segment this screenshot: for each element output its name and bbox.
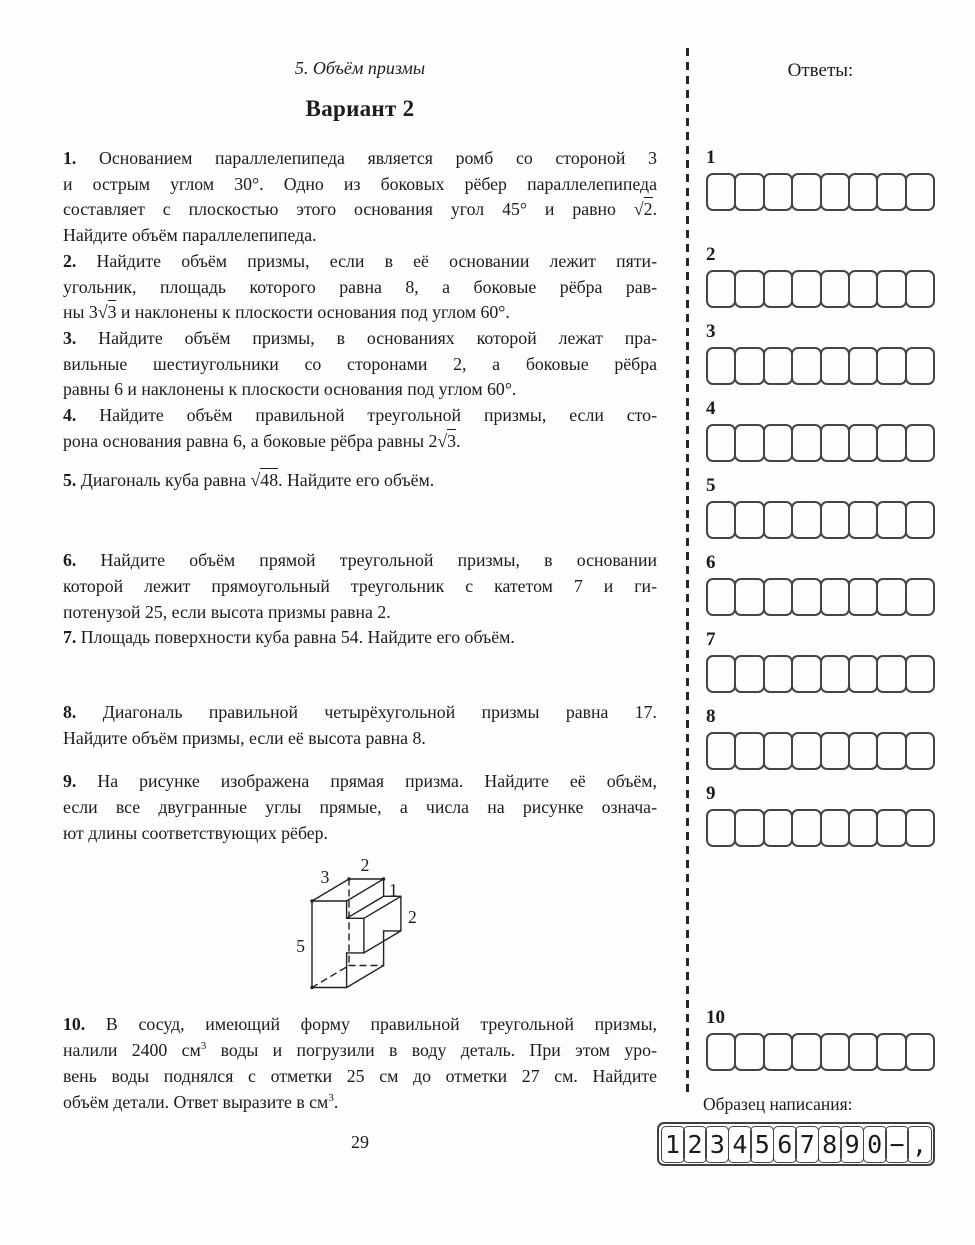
problem-10-container [63, 1012, 657, 1115]
answer-cell[interactable] [734, 424, 764, 462]
answer-strip [706, 347, 935, 385]
answer-strip [706, 270, 935, 308]
answer-cell[interactable] [791, 424, 821, 462]
edge-label-right: 2 [408, 907, 417, 928]
answer-cell[interactable] [848, 173, 878, 211]
answer-cell[interactable] [876, 347, 906, 385]
sample-digit-cell: 9 [840, 1126, 864, 1163]
answer-cell[interactable] [876, 809, 906, 847]
answer-cell[interactable] [791, 347, 821, 385]
radical: √3 [97, 302, 117, 323]
answer-cell[interactable] [763, 732, 793, 770]
answer-number: 10 [706, 1007, 725, 1028]
answer-cell[interactable] [706, 501, 736, 539]
answer-cell[interactable] [848, 501, 878, 539]
problem-number: 9. [63, 771, 77, 792]
answer-cell[interactable] [734, 501, 764, 539]
digit-sample-strip [657, 1122, 935, 1166]
answer-cell[interactable] [706, 1033, 736, 1071]
answer-row-6 [706, 552, 937, 616]
answer-cell[interactable] [706, 655, 736, 693]
answer-cell[interactable] [848, 1033, 878, 1071]
answer-cell[interactable] [706, 424, 736, 462]
problem-8 [63, 700, 657, 751]
problem-2-line-1: 2. Найдите объём призмы, если в её основании лежит пяти- [63, 250, 657, 271]
problem-2-line-2: угольник, площадь которого равна 8, а боковые рёбра рав- [63, 276, 657, 297]
answer-number: 1 [706, 147, 716, 168]
answer-cell[interactable] [791, 809, 821, 847]
problem-10-line-4: объём детали. Ответ выразите в $см^3$. [63, 1091, 339, 1112]
answer-cell[interactable] [791, 732, 821, 770]
answer-cell[interactable] [763, 501, 793, 539]
answer-number: 5 [706, 475, 716, 496]
answer-cell[interactable] [905, 173, 935, 211]
answer-cell[interactable] [706, 809, 736, 847]
edge-label-top: 2 [360, 855, 370, 876]
answer-cell[interactable] [820, 578, 850, 616]
answer-row-2 [706, 244, 937, 308]
answer-cell[interactable] [905, 1033, 935, 1071]
problem-5-line-1: 5. Диагональ куба равна √48. Найдите его объём. [63, 470, 435, 491]
answer-strip [706, 732, 935, 770]
answer-cell[interactable] [820, 501, 850, 539]
answer-cell[interactable] [734, 578, 764, 616]
problem-number: 1. [63, 148, 77, 168]
answer-number: 2 [706, 244, 716, 265]
answer-strip [706, 809, 935, 847]
answer-cell[interactable] [820, 1033, 850, 1071]
answer-cell[interactable] [876, 501, 906, 539]
problem-7 [63, 625, 657, 651]
sample-caption: Образец написания: [703, 1094, 853, 1114]
answer-row-3 [706, 321, 937, 385]
answer-cell[interactable] [706, 732, 736, 770]
problem-6-line-3: потенузой 25, если высота призмы равна 2. [63, 601, 391, 622]
answer-cell[interactable] [848, 347, 878, 385]
sample-digit-cell: 6 [773, 1126, 797, 1163]
answer-cell[interactable] [734, 270, 764, 308]
answer-cell[interactable] [876, 578, 906, 616]
answer-cell[interactable] [734, 347, 764, 385]
answer-cell[interactable] [905, 347, 935, 385]
section-title: 5. Объём призмы [294, 58, 426, 78]
answer-cell[interactable] [734, 173, 764, 211]
prism-drawing [276, 854, 483, 1012]
answer-cell[interactable] [706, 173, 736, 211]
problem-10 [63, 1012, 657, 1115]
radical: √3 [437, 430, 457, 451]
problem-8-line-2: Найдите объём призмы, если её высота равна 8. [63, 727, 426, 748]
problem-number: 6. [63, 550, 77, 571]
answer-cell[interactable] [763, 1033, 793, 1071]
problem-5 [63, 468, 657, 494]
sample-digit-cell: 2 [683, 1126, 707, 1163]
problem-1-line-1: 1. Основанием параллелепипеда является ромб со стороной 3 [63, 148, 657, 168]
answer-number: 8 [706, 706, 716, 727]
answer-cell[interactable] [763, 655, 793, 693]
sample-digit-cell: − [885, 1126, 909, 1163]
problem-7-line-1: 7. Площадь поверхности куба равна 54. Найдите его объём. [63, 627, 515, 648]
answer-cell[interactable] [905, 270, 935, 308]
sample-digit-cell: 1 [661, 1126, 685, 1163]
problem-9-line-1: 9. На рисунке изображена прямая призма. Найдите её объём, [63, 771, 657, 792]
answer-cell[interactable] [791, 270, 821, 308]
answer-cell[interactable] [876, 732, 906, 770]
answer-cell[interactable] [848, 809, 878, 847]
problems-column [63, 146, 657, 1115]
edge-label-height: 5 [296, 936, 305, 957]
problem-6-line-1: 6. Найдите объём прямой треугольной призмы, в основании [63, 550, 657, 571]
problem-3-line-3: равны 6 и наклонены к плоскости основания под углом 60°. [63, 379, 517, 400]
problem-4 [63, 403, 657, 454]
problem-6 [63, 548, 657, 625]
problem-number: 10. [63, 1014, 86, 1035]
variant-title: Вариант 2 [305, 96, 415, 121]
answer-cell[interactable] [905, 424, 935, 462]
problem-10-line-3: вень воды поднялся с отметки 25 см до отметки 27 см. Найдите [63, 1065, 657, 1086]
answer-cell[interactable] [848, 655, 878, 693]
answer-cell[interactable] [820, 655, 850, 693]
dashed-divider [686, 48, 689, 1098]
radical: √2 [633, 199, 653, 220]
answer-cell[interactable] [905, 655, 935, 693]
problem-number: 7. [63, 627, 77, 648]
answers-list [706, 147, 937, 1084]
answer-strip [706, 501, 935, 539]
answer-cell[interactable] [905, 732, 935, 770]
answer-cell[interactable] [763, 809, 793, 847]
problem-9-line-2: если все двугранные углы прямые, а числа на рисунке означа- [63, 797, 657, 818]
problem-2 [63, 249, 657, 326]
answer-cell[interactable] [763, 270, 793, 308]
answer-cell[interactable] [791, 1033, 821, 1071]
problem-3-line-2: вильные шестиугольники со сторонами 2, а боковые рёбра [63, 353, 657, 374]
answer-cell[interactable] [876, 270, 906, 308]
answer-number: 7 [706, 629, 716, 650]
answer-number: 9 [706, 783, 716, 804]
problem-6-line-2: которой лежит прямоугольный треугольник с катетом 7 и ги- [63, 575, 657, 596]
answer-row-10 [706, 1007, 937, 1071]
problem-number: 8. [63, 701, 77, 722]
problem-1-line-4: Найдите объём параллелепипеда. [63, 225, 317, 246]
answer-cell[interactable] [791, 501, 821, 539]
edge-label-step: 1 [389, 880, 398, 901]
problem-9 [63, 769, 657, 846]
problem-number: 4. [63, 405, 77, 426]
problem-number: 2. [63, 250, 77, 271]
problem-10-line-2: налили 2400 $см^3$ воды и погрузили в воду деталь. При этом уро- [63, 1040, 657, 1061]
problem-8-line-1: 8. Диагональ правильной четырёхугольной призмы равна 17. [63, 701, 657, 722]
answer-cell[interactable] [734, 1033, 764, 1071]
answer-cell[interactable] [734, 655, 764, 693]
answer-cell[interactable] [876, 173, 906, 211]
sample-digit-cell: 5 [750, 1126, 774, 1163]
edge-label-slant: 3 [320, 867, 330, 888]
answer-cell[interactable] [848, 732, 878, 770]
answer-cell[interactable] [763, 173, 793, 211]
answer-strip [706, 424, 935, 462]
problem-number: 3. [63, 327, 77, 348]
answer-cell[interactable] [791, 655, 821, 693]
answer-row-7 [706, 629, 937, 693]
answer-cell[interactable] [820, 347, 850, 385]
problem-4-line-1: 4. Найдите объём правильной треугольной призмы, если сто- [63, 405, 657, 426]
radical: √48 [250, 470, 279, 491]
problem-4-line-2: рона основания равна 6, а боковые рёбра равны 2√3. [63, 430, 461, 451]
answer-cell[interactable] [848, 578, 878, 616]
sample-digit-cell: 7 [795, 1126, 819, 1163]
page-number: 29 [351, 1132, 369, 1152]
answer-strip [706, 578, 935, 616]
problem-1 [63, 146, 657, 249]
answer-cell[interactable] [905, 501, 935, 539]
answer-cell[interactable] [706, 578, 736, 616]
answer-row-5 [706, 475, 937, 539]
answer-cell[interactable] [905, 578, 935, 616]
answer-cell[interactable] [763, 347, 793, 385]
answer-strip [706, 655, 935, 693]
answer-cell[interactable] [791, 578, 821, 616]
problem-3 [63, 326, 657, 403]
answer-cell[interactable] [905, 809, 935, 847]
answer-cell[interactable] [820, 809, 850, 847]
answer-cell[interactable] [763, 578, 793, 616]
sample-digit-cell: 0 [863, 1126, 887, 1163]
answer-row-4 [706, 398, 937, 462]
answer-number: 3 [706, 321, 716, 342]
answer-cell[interactable] [876, 424, 906, 462]
sample-digit-cell: 4 [728, 1126, 752, 1163]
answer-cell[interactable] [820, 173, 850, 211]
problems-1-9 [63, 146, 657, 846]
answer-cell[interactable] [734, 732, 764, 770]
answers-title: Ответы: [787, 60, 854, 81]
problem-number: 5. [63, 470, 77, 491]
answer-number: 4 [706, 398, 716, 419]
problem-3-line-1: 3. Найдите объём призмы, в основаниях которой лежат пра- [63, 327, 657, 348]
answer-row-1 [706, 147, 937, 211]
answer-cell[interactable] [734, 809, 764, 847]
answer-cell[interactable] [848, 270, 878, 308]
answer-row-8 [706, 706, 937, 770]
answer-cell[interactable] [706, 347, 736, 385]
sample-digit-cell: , [907, 1126, 931, 1163]
sample-digit-cell: 3 [705, 1126, 729, 1163]
answer-number: 6 [706, 552, 716, 573]
answer-cell[interactable] [820, 424, 850, 462]
problem-1-line-2: и острым углом 30°. Одно из боковых рёбер параллелепипеда [63, 173, 657, 194]
answer-cell[interactable] [848, 424, 878, 462]
answer-cell[interactable] [820, 270, 850, 308]
problem-9-line-3: ют длины соответствующих рёбер. [63, 822, 328, 843]
answer-strip [706, 1033, 935, 1071]
answer-cell[interactable] [763, 424, 793, 462]
answer-cell[interactable] [876, 655, 906, 693]
problem-1-line-3: составляет с плоскостью этого основания угол 45° и равно √2. [63, 199, 657, 220]
answer-cell[interactable] [706, 270, 736, 308]
answer-cell[interactable] [791, 173, 821, 211]
sample-digit-cell: 8 [818, 1126, 842, 1163]
answer-row-9 [706, 783, 937, 847]
prism-figure [276, 854, 483, 1012]
problem-10-line-1: 10. В сосуд, имеющий форму правильной треугольной призмы, [63, 1014, 657, 1035]
answer-cell[interactable] [820, 732, 850, 770]
answer-strip [706, 173, 935, 211]
answer-cell[interactable] [876, 1033, 906, 1071]
problem-2-line-3: ны 3√3 и наклонены к плоскости основания под углом 60°. [63, 302, 510, 323]
